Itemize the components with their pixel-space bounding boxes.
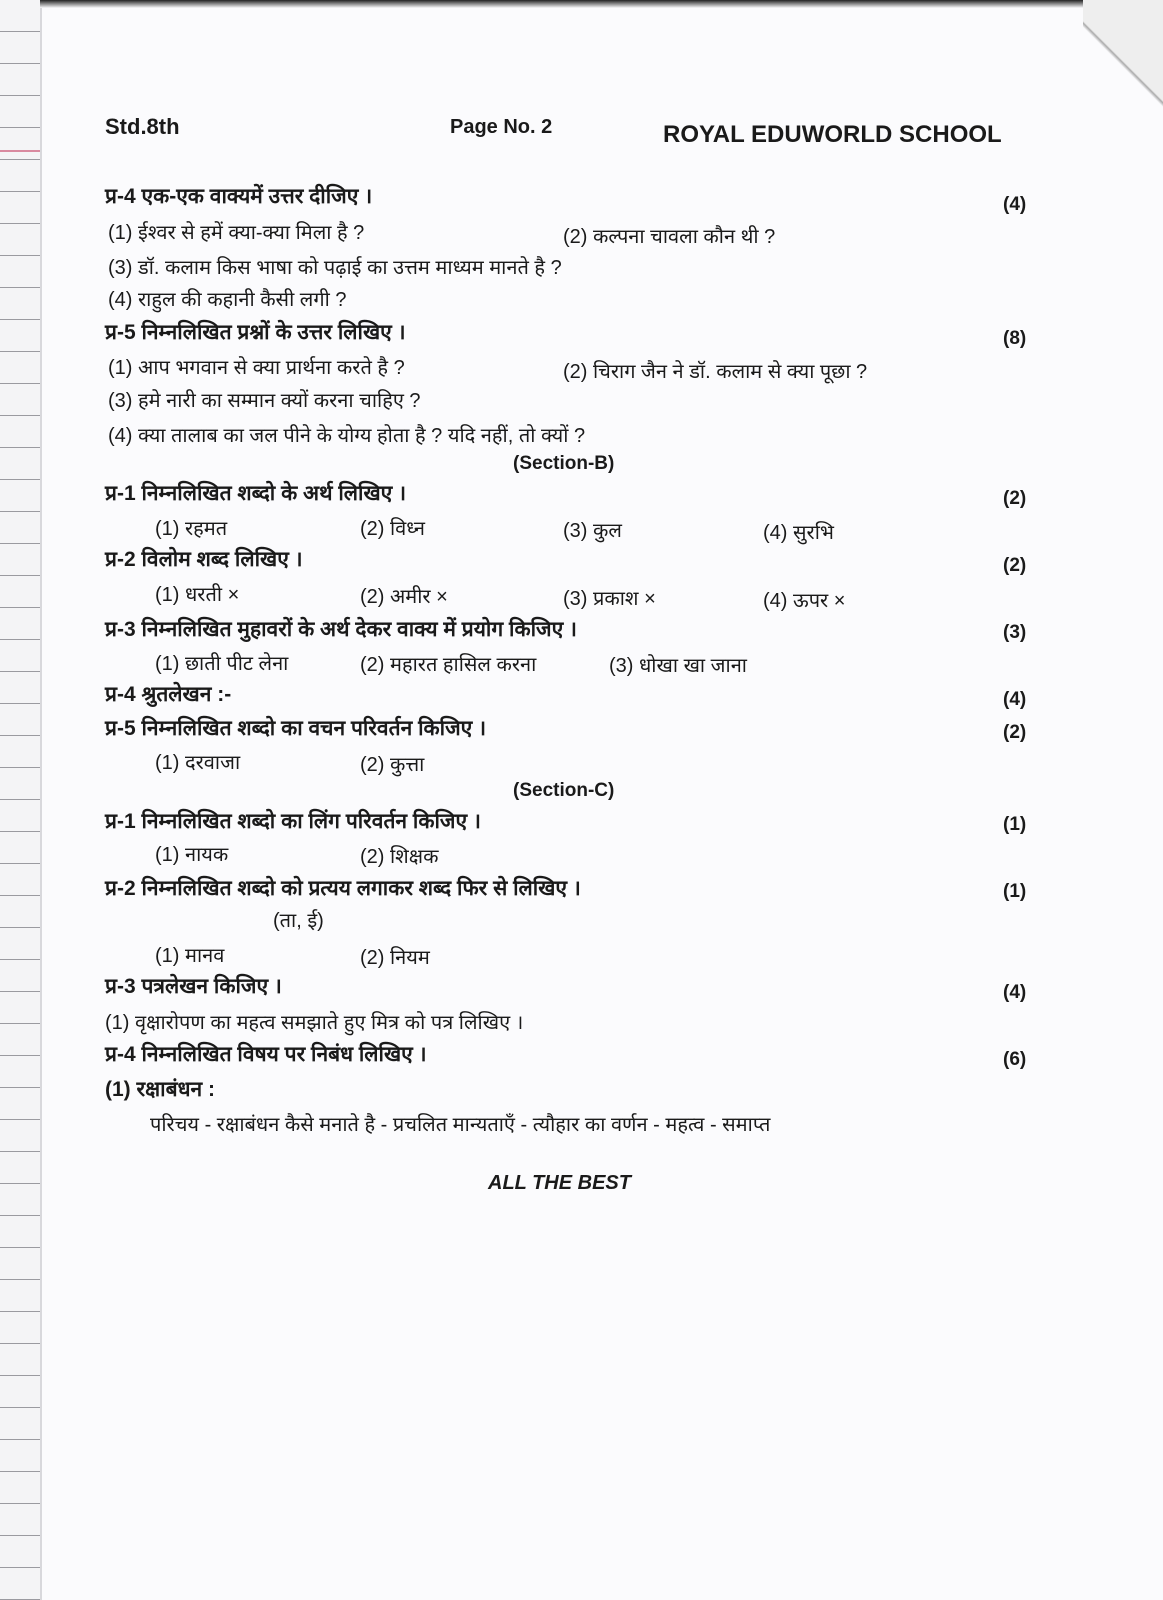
option: (4) सुरभि [763,522,834,544]
school-name: ROYAL EDUWORLD SCHOOL [663,121,1002,148]
marks: (1) [1003,881,1027,902]
page-number: Page No. 2 [450,116,553,138]
option: (1) नायक [155,844,229,866]
marks: (1) [1003,814,1027,835]
option: (1) दरवाजा [155,752,241,774]
question-title: प्र-4 श्रुतलेखन :- [105,683,232,706]
notebook-margin [0,0,42,1600]
question-item: (4) राहुल की कहानी कैसी लगी ? [108,289,347,311]
option: (3) धोखा खा जाना [609,655,747,677]
marks: (8) [1003,328,1027,349]
question-item: (2) कल्पना चावला कौन थी ? [563,226,776,248]
option: (4) ऊपर × [763,590,846,612]
option: (3) प्रकाश × [563,588,656,610]
option: (2) कुत्ता [360,754,425,776]
marks: (4) [1003,689,1027,710]
essay-topic: (1) रक्षाबंधन : [105,1078,215,1101]
question-title: प्र-5 निम्नलिखित प्रश्नों के उत्तर लिखिए । [105,321,406,344]
marks: (6) [1003,1049,1027,1070]
option: (3) कुल [563,520,622,542]
question-item: (1) ईश्वर से हमें क्या-क्या मिला है ? [108,222,365,244]
marks: (2) [1003,488,1027,509]
question-item: (3) हमे नारी का सम्मान क्यों करना चाहिए ? [108,390,421,412]
standard-label: Std.8th [105,114,180,139]
scan-edge [40,0,1163,8]
question-title: प्र-2 विलोम शब्द लिखिए । [105,548,303,571]
question-title: प्र-4 एक-एक वाक्यमें उत्तर दीजिए । [105,185,373,208]
question-title: प्र-2 निम्नलिखित शब्दो को प्रत्यय लगाकर शब्द फिर से लिखिए । [105,877,581,900]
question-title: प्र-4 निम्नलिखित विषय पर निबंध लिखिए । [105,1043,427,1066]
suffix-list: (ता, ई) [273,910,324,932]
question-item: (4) क्या तालाब का जल पीने के योग्य होता है ? यदि नहीं, तो क्यों ? [108,425,586,447]
margin-red-line [0,150,40,152]
essay-outline: परिचय - रक्षाबंधन कैसे मनाते है - प्रचलित मान्यताएँ - त्यौहार का वर्णन - महत्व - समाप्त [150,1114,771,1136]
option: (2) अमीर × [360,586,448,608]
option: (1) मानव [155,945,225,967]
section-heading: (Section-B) [513,453,615,474]
marks: (2) [1003,555,1027,576]
marks: (2) [1003,722,1027,743]
option: (2) नियम [360,947,430,969]
closing-message: ALL THE BEST [488,1172,631,1194]
marks: (4) [1003,982,1027,1003]
question-item: (1) आप भगवान से क्या प्रार्थना करते है ? [108,357,405,379]
question-title: प्र-3 निम्नलिखित मुहावरों के अर्थ देकर वाक्य में प्रयोग किजिए । [105,618,578,641]
option: (2) विध्न [360,518,425,540]
question-title: प्र-3 पत्रलेखन किजिए । [105,975,282,998]
option: (1) रहमत [155,518,228,540]
marks: (3) [1003,622,1027,643]
option: (1) छाती पीट लेना [155,653,289,675]
option: (2) महारत हासिल करना [360,654,537,676]
question-title: प्र-1 निम्नलिखित शब्दो का लिंग परिवर्तन किजिए । [105,810,481,833]
marks: (4) [1003,194,1027,215]
folded-corner [1083,0,1163,130]
option: (2) शिक्षक [360,846,439,868]
question-item: (3) डॉ. कलाम किस भाषा को पढ़ाई का उत्तम माध्यम मानते है ? [108,257,562,279]
question-item: (2) चिराग जैन ने डॉ. कलाम से क्या पूछा ? [563,361,868,383]
question-title: प्र-1 निम्नलिखित शब्दो के अर्थ लिखिए । [105,482,407,505]
question-item: (1) वृक्षारोपण का महत्व समझाते हुए मित्र को पत्र लिखिए । [105,1012,524,1034]
section-heading: (Section-C) [513,780,615,801]
question-title: प्र-5 निम्नलिखित शब्दो का वचन परिवर्तन किजिए । [105,717,487,740]
option: (1) धरती × [155,584,240,606]
